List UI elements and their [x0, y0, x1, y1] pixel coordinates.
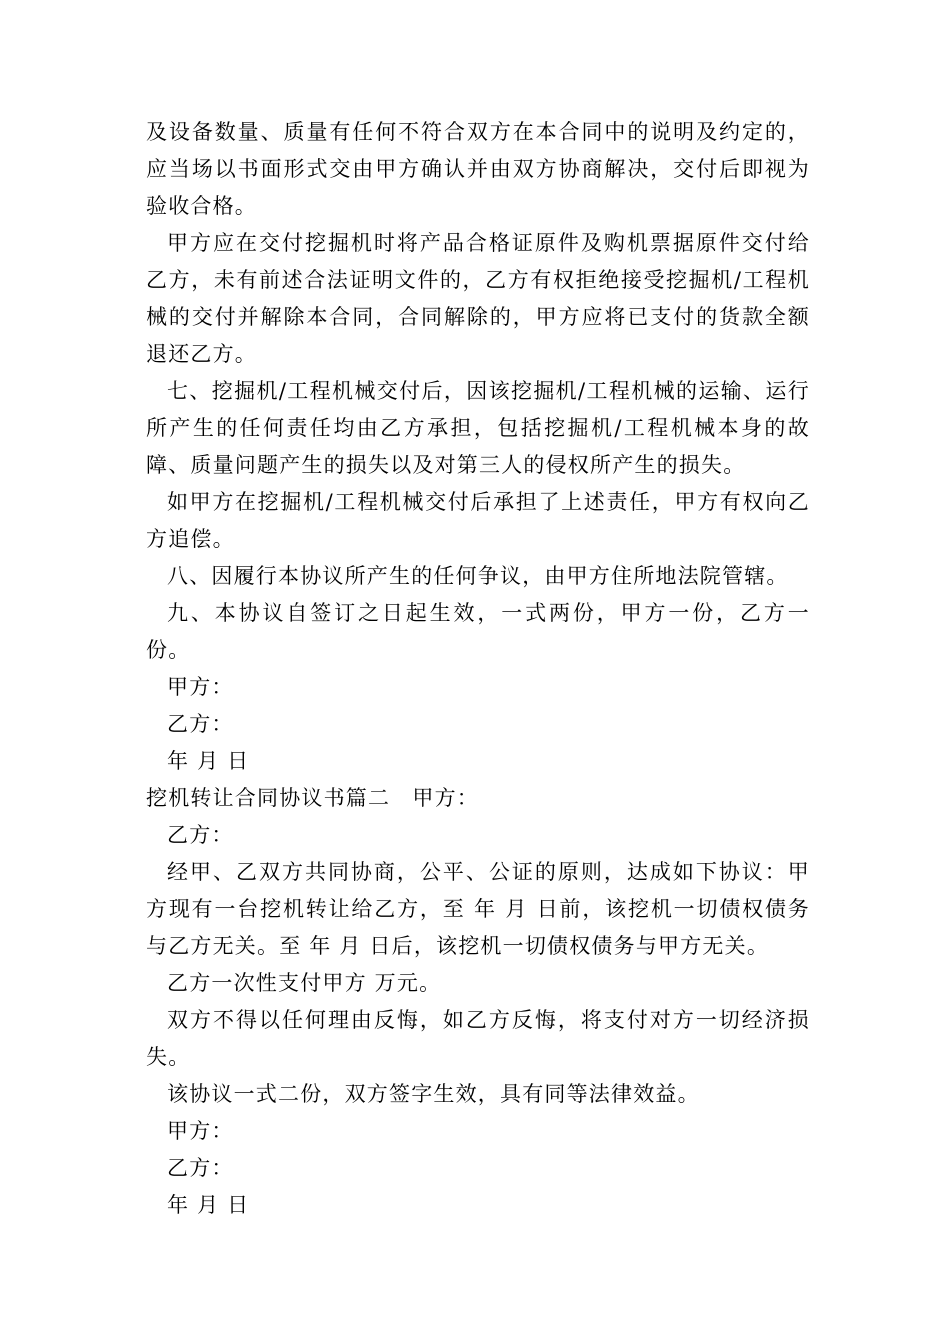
paragraph-certificate: 甲方应在交付挖掘机时将产品合格证原件及购机票据原件交付给乙方，未有前述合法证明文件的，乙方有权拒绝接受挖掘机/工程机械的交付并解除本合同，合同解除的，甲方应将已支付的货款全额退还乙方。: [146, 231, 810, 366]
party-b-label: 乙方：: [167, 823, 234, 847]
paragraph-acceptance: 及设备数量、质量有任何不符合双方在本合同中的说明及约定的，应当场以书面形式交由甲方确认并由双方协商解决，交付后即视为验收合格。: [146, 120, 810, 218]
document-body: [146, 114, 810, 1224]
signature-date-2: 年 月 日: [167, 1193, 250, 1217]
paragraph-clause-9: 九、本协议自签订之日起生效，一式两份，甲方一份，乙方一份。: [146, 601, 810, 662]
paragraph-no-regret: 双方不得以任何理由反悔，如乙方反悔，将支付对方一切经济损失。: [146, 1008, 810, 1069]
paragraph-agreement-terms: 经甲、乙双方共同协商，公平、公证的原则，达成如下协议：甲方现有一台挖机转让给乙方，至 年 月 日前，该挖机一切债权债务与乙方无关。至 年 月 日后，该挖机一切债权债务与甲方无关。: [146, 860, 810, 958]
signature-date: 年 月 日: [167, 749, 250, 773]
section-heading-part-two: 挖机转让合同协议书篇二 甲方：: [146, 786, 479, 810]
signature-party-a-2: 甲方：: [167, 1119, 234, 1143]
paragraph-payment: 乙方一次性支付甲方 万元。: [167, 971, 442, 995]
signature-party-a: 甲方：: [167, 675, 234, 699]
signature-party-b: 乙方：: [167, 712, 234, 736]
signature-party-b-2: 乙方：: [167, 1156, 234, 1180]
paragraph-clause-8: 八、因履行本协议所产生的任何争议，由甲方住所地法院管辖。: [167, 564, 789, 588]
paragraph-copies: 该协议一式二份，双方签字生效，具有同等法律效益。: [167, 1082, 700, 1106]
paragraph-recourse: 如甲方在挖掘机/工程机械交付后承担了上述责任，甲方有权向乙方追偿。: [146, 490, 810, 551]
paragraph-clause-7: 七、挖掘机/工程机械交付后，因该挖掘机/工程机械的运输、运行所产生的任何责任均由乙方承担，包括挖掘机/工程机械本身的故障、质量问题产生的损失以及对第三人的侵权所产生的损失。: [146, 379, 810, 477]
